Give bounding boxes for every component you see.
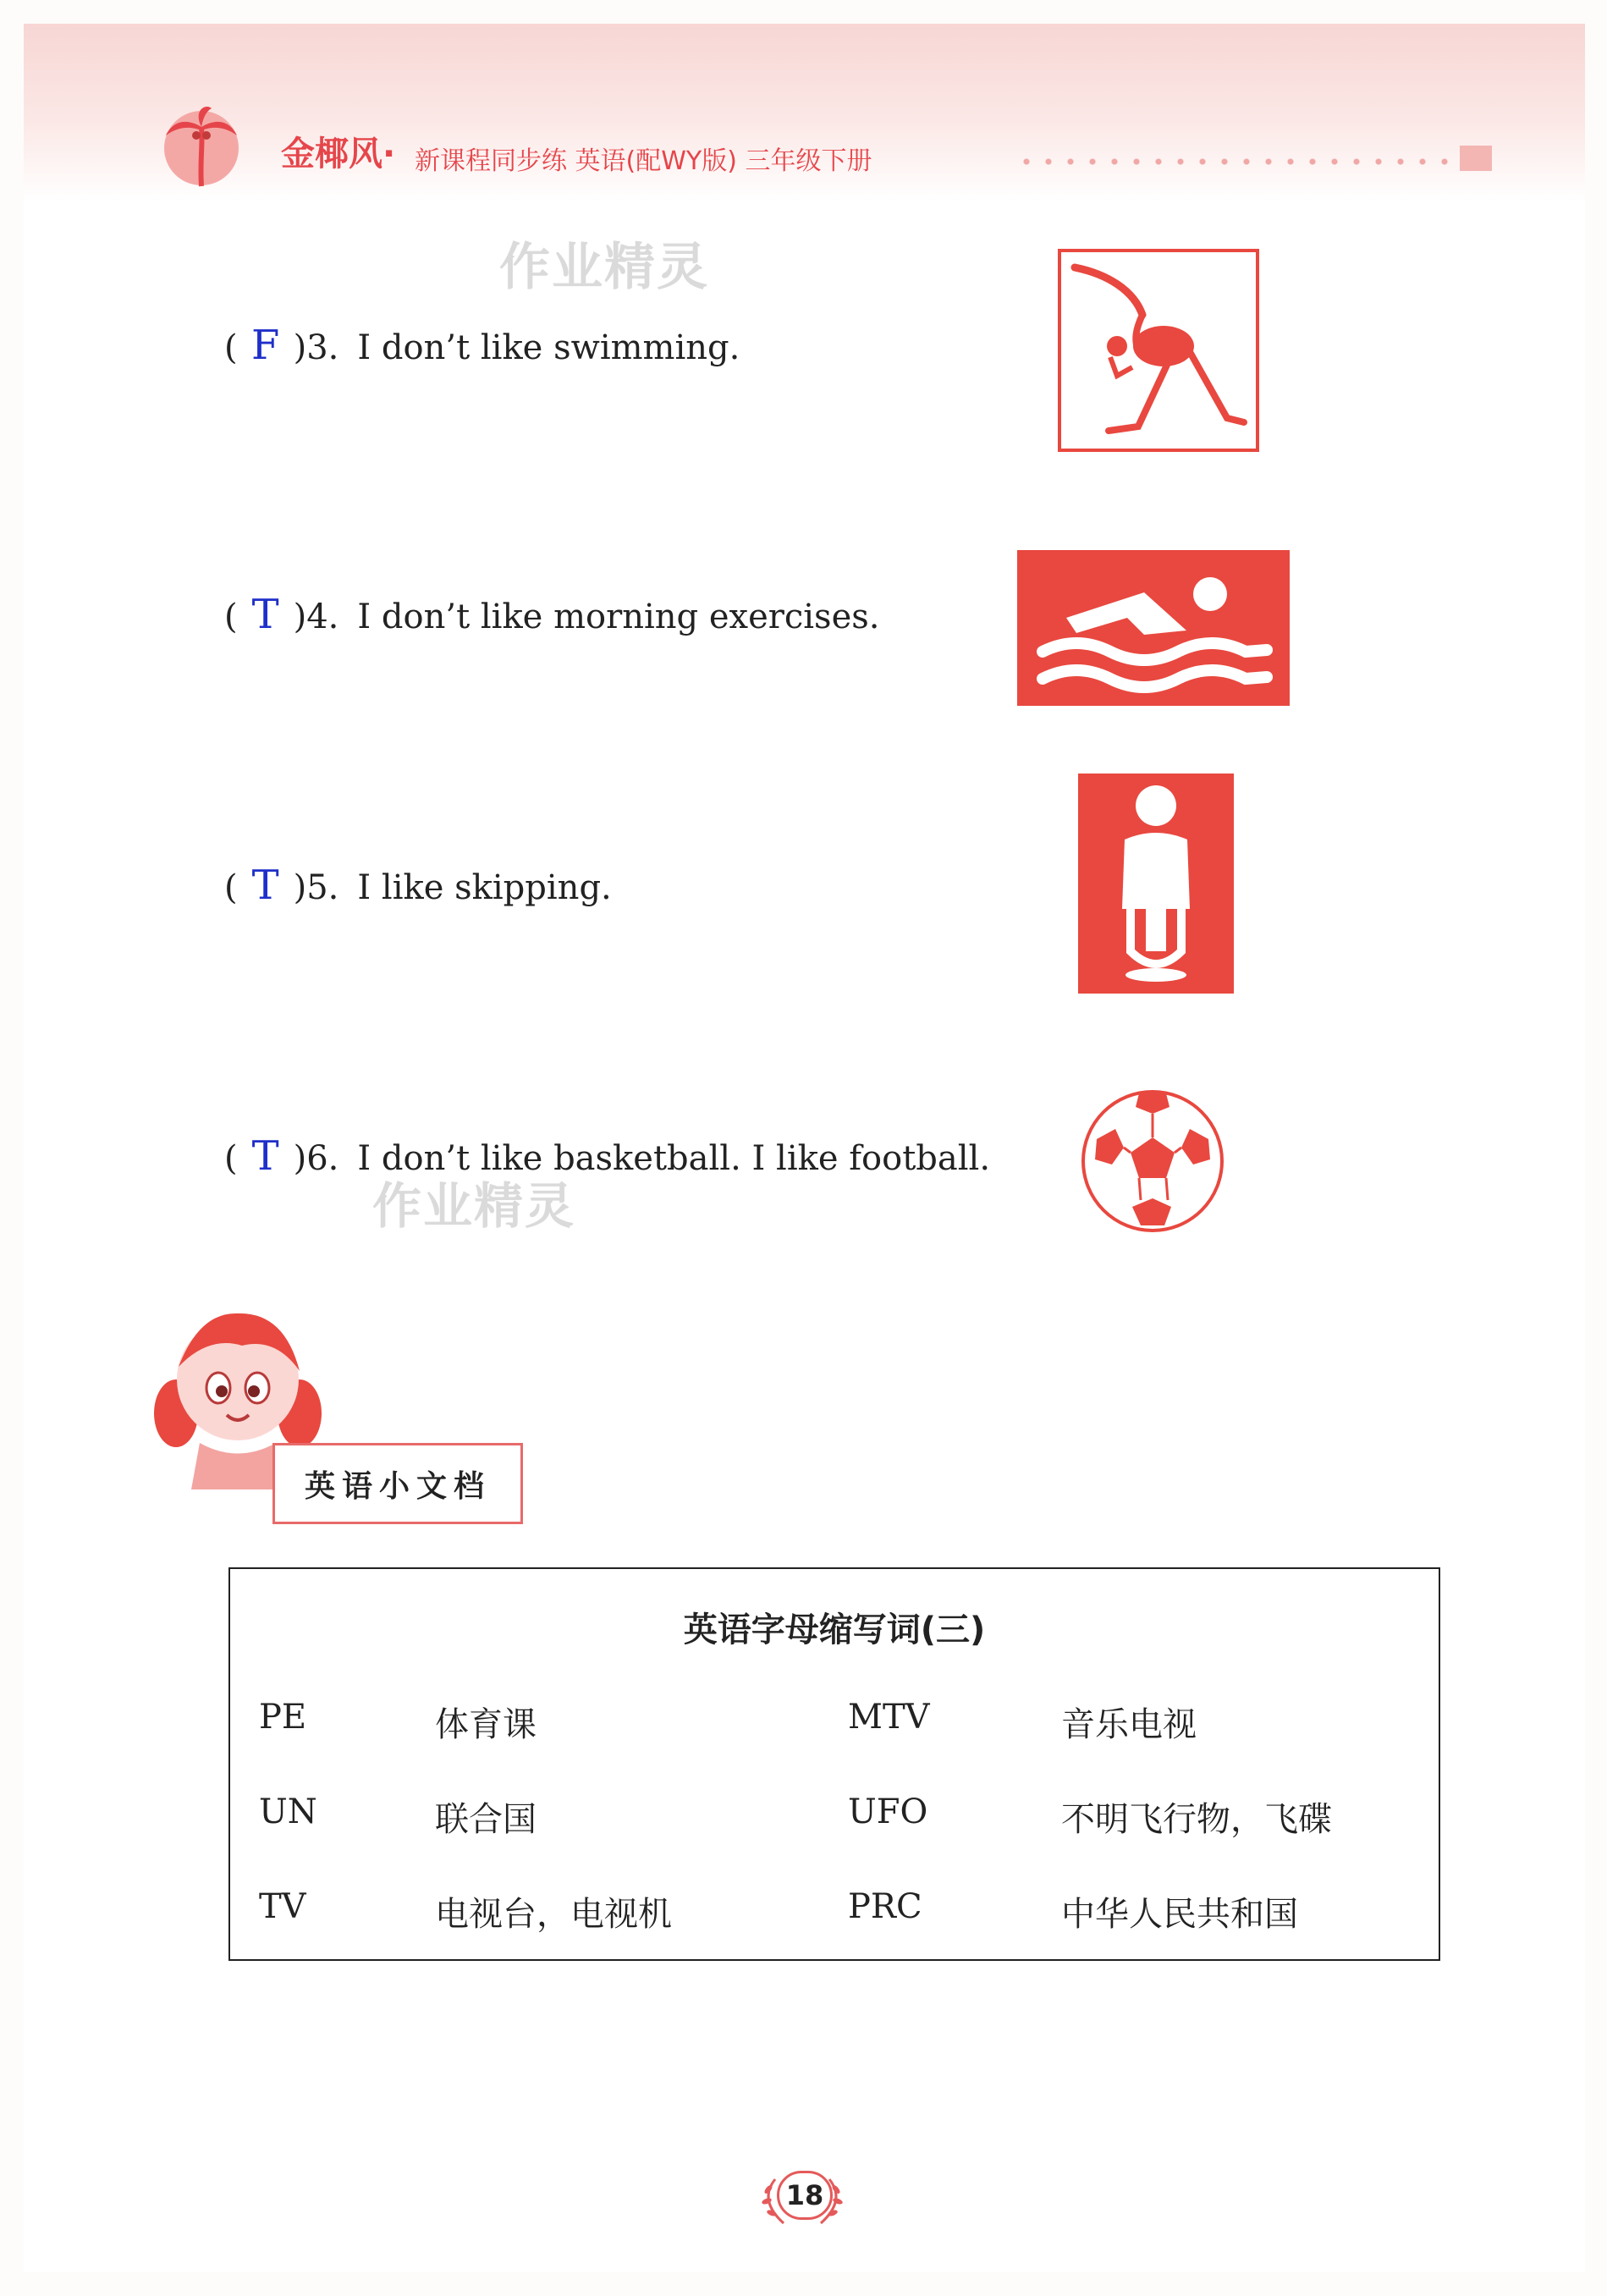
exercise-sentence: I don’t like swimming.: [357, 328, 740, 367]
brand-name: 金椰风·: [281, 135, 396, 173]
answer-3[interactable]: F: [250, 322, 280, 369]
abbreviation-meaning: 音乐电视: [1061, 1705, 1197, 1744]
watermark-top: 作业精灵: [499, 238, 709, 297]
abbreviation-meaning: 不明飞行物，飞碟: [1061, 1800, 1332, 1839]
palm-tree-logo-icon: [159, 102, 244, 195]
exercise-sentence: I don’t like morning exercises.: [357, 597, 880, 636]
stretching-figure-icon: [1058, 249, 1259, 452]
book-series-title: 新课程同步练 英语(配WY版) 三年级下册: [415, 146, 872, 176]
abbreviation-meaning: 联合国: [435, 1800, 537, 1839]
abbreviation-row: [230, 1698, 1439, 1748]
abbreviation-meaning: 电视台，电视机: [435, 1895, 672, 1934]
abbreviation-meaning: 中华人民共和国: [1061, 1895, 1298, 1934]
abbreviation: PRC: [848, 1887, 922, 1926]
abbreviation-row: [230, 1792, 1439, 1843]
header-corner-block: [1460, 146, 1492, 171]
page-number: 18: [777, 2171, 833, 2220]
abbreviation-meaning: 体育课: [435, 1705, 537, 1744]
exercise-sentence: I like skipping.: [357, 868, 612, 907]
exercise-6: ( T )6. I don’t like basketball. I like football.: [224, 1132, 991, 1180]
watermark-bottom: 作业精灵: [372, 1177, 576, 1235]
exercise-number: 6.: [306, 1139, 339, 1178]
abbreviation: UN: [259, 1792, 317, 1831]
exercise-number: 5.: [306, 868, 339, 907]
answer-4[interactable]: T: [251, 591, 279, 638]
abbreviation: UFO: [848, 1792, 928, 1831]
abbreviation: PE: [259, 1698, 307, 1737]
abbreviation-row: [230, 1887, 1439, 1938]
skipping-rope-icon: [1078, 774, 1234, 994]
header-dotted-line: [1015, 157, 1489, 166]
answer-5[interactable]: T: [251, 862, 279, 909]
exercise-5: ( T )5. I like skipping.: [224, 862, 612, 909]
exercise-3: ( F )3. I don’t like swimming.: [224, 322, 740, 369]
answer-6[interactable]: T: [251, 1132, 279, 1180]
english-notes-tag: 英语小文档: [272, 1443, 523, 1524]
abbreviation-table: [228, 1567, 1440, 1961]
swimming-icon: [1017, 550, 1290, 706]
football-icon: [1080, 1088, 1225, 1234]
exercise-number: 3.: [306, 328, 339, 367]
abbreviation-table-title: 英语字母缩写词(三): [683, 1611, 986, 1649]
exercise-4: ( T )4. I don’t like morning exercises.: [224, 591, 880, 638]
exercise-sentence: I don’t like basketball. I like football.: [357, 1139, 991, 1178]
exercise-number: 4.: [306, 597, 339, 636]
page-number-badge: [750, 2162, 855, 2230]
abbreviation: MTV: [848, 1698, 930, 1737]
abbreviation: TV: [259, 1887, 306, 1926]
